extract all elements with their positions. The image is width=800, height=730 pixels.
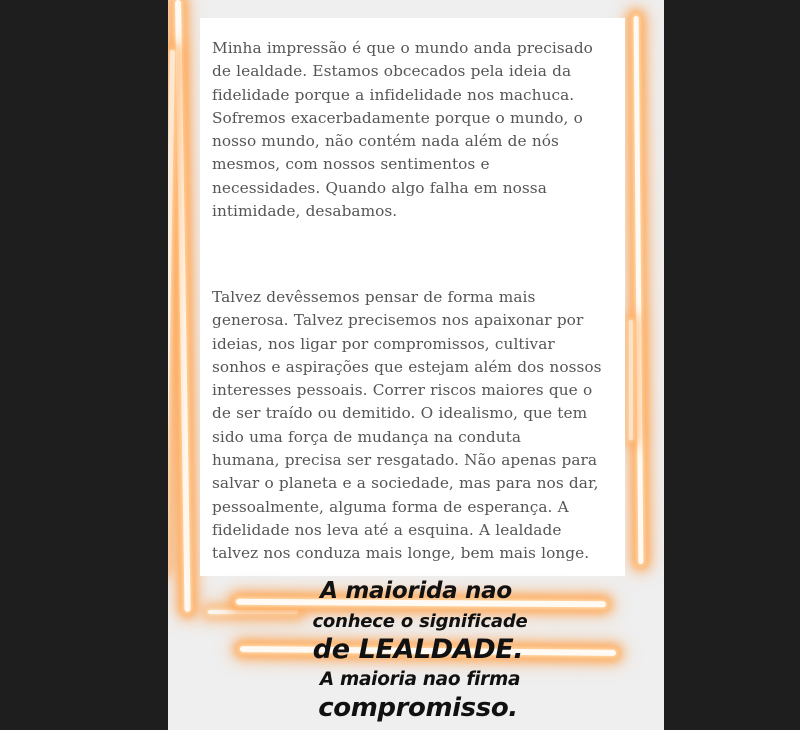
paragraph-line: fidelidade porque a infidelidade nos machuca.: [212, 85, 575, 104]
paragraph-line: sonhos e aspirações que estejam além dos nossos: [212, 357, 602, 376]
paragraph-line: pessoalmente, alguma forma de esperança. A: [212, 497, 569, 516]
neon-stroke-left-secondary: [168, 50, 175, 570]
paragraph-line: interesses pessoais. Correr riscos maiores que o: [212, 381, 593, 400]
book-page-photo: [200, 18, 625, 576]
caption-line-2: conhece o significade: [312, 611, 528, 632]
paragraph-line: salvar o planeta e a sociedade, mas para nos dar,: [212, 474, 599, 493]
paragraph-2: [212, 286, 622, 566]
paragraph-line: nosso mundo, não contém nada além de nós: [212, 132, 559, 151]
paragraph-line: talvez nos conduza mais longe, bem mais longe.: [212, 544, 590, 563]
paragraph-line: necessidades. Quando algo falha em nossa: [212, 178, 547, 197]
paragraph-1: [212, 37, 622, 223]
paragraph-line: Minha impressão é que o mundo anda precisado: [212, 39, 593, 57]
paragraph-line: humana, precisa ser resgatado. Não apenas para: [212, 451, 598, 470]
paragraph-line: de ser traído ou demitido. O idealismo, que tem: [212, 404, 588, 423]
caption-line-3: de LEALDADE.: [312, 634, 524, 665]
caption-line-1: A maiorida nao: [320, 578, 512, 604]
neon-stroke-right: [634, 16, 644, 564]
paragraph-line: fidelidade nos leva até a esquina. A lealdade: [212, 520, 562, 539]
neon-stroke-right-secondary: [629, 320, 633, 440]
paragraph-line: Sofremos exacerbadamente porque o mundo, o: [212, 108, 583, 127]
caption-line-4: A maioria nao firma: [319, 669, 521, 690]
paragraph-line: de lealdade. Estamos obcecados pela ideia da: [212, 62, 572, 81]
paragraph-line: ideias, nos ligar por compromissos, cultivar: [212, 334, 555, 353]
neon-stroke-left: [175, 0, 191, 612]
paragraph-line: intimidade, desabamos.: [212, 202, 398, 221]
paragraph-line: generosa. Talvez precisemos nos apaixonar por: [212, 311, 584, 330]
paragraph-line: sido uma força de mudança na conduta: [212, 427, 522, 446]
story-canvas: [168, 0, 664, 730]
paragraph-line: mesmos, com nossos sentimentos e: [212, 155, 490, 174]
paragraph-line: Talvez devêssemos pensar de forma mais: [212, 288, 536, 306]
caption-line-5: compromisso.: [318, 693, 518, 723]
